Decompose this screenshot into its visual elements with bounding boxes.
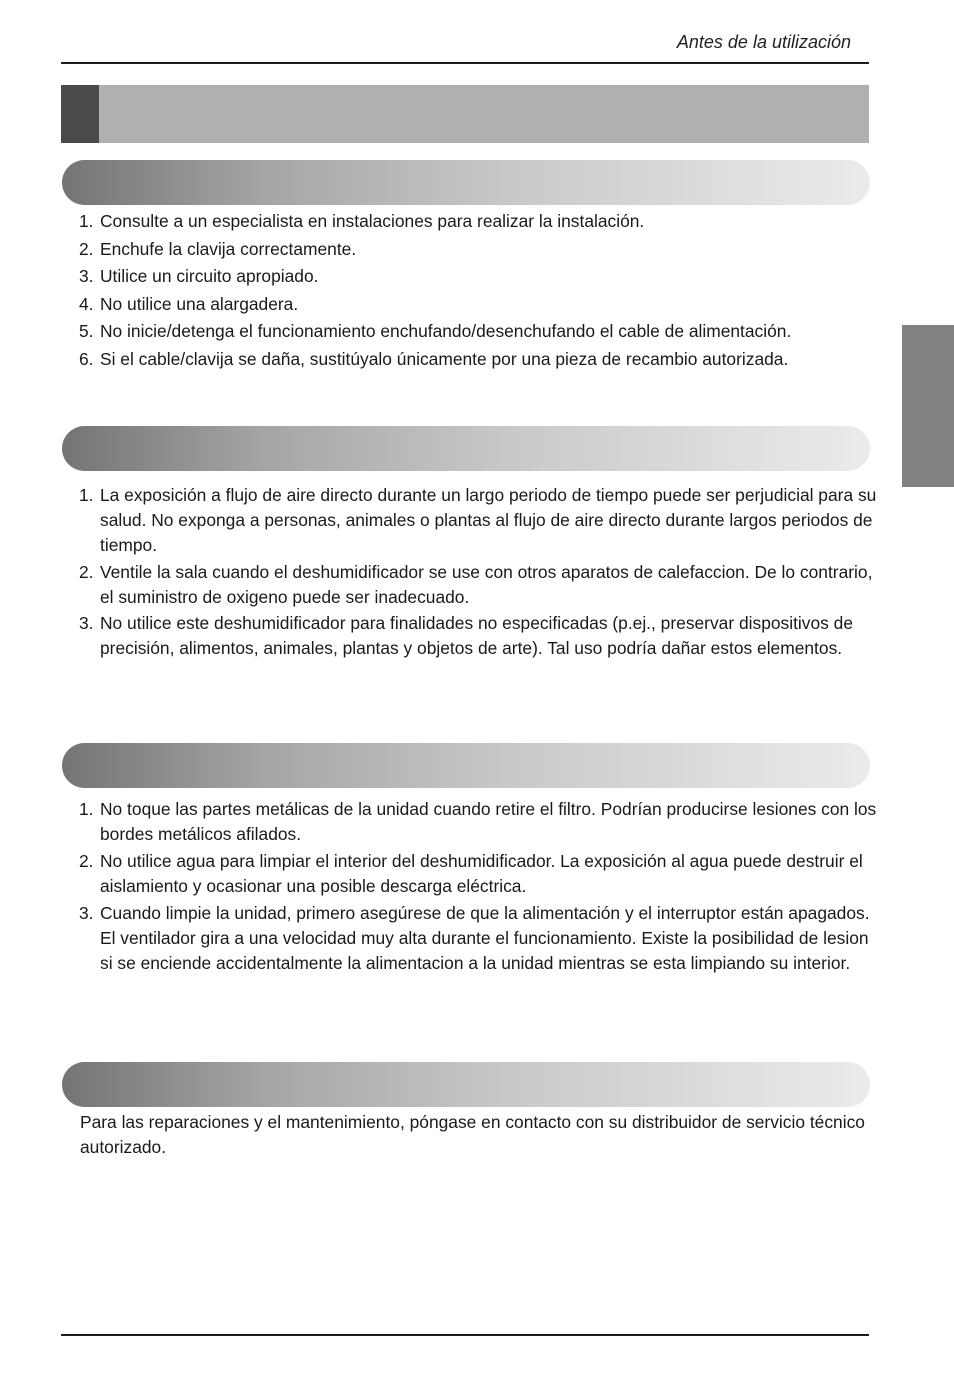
list-item: 4. No utilice una alargadera. xyxy=(79,293,299,314)
list-item-text: No toque las partes metálicas de la unidad cuando retire el filtro. Podrían producirse lesiones con los bordes metálicos afilados. xyxy=(100,799,877,844)
header-rule xyxy=(61,62,869,64)
list-item-text: Consulte a un especialista en instalaciones para realizar la instalación. xyxy=(100,211,645,231)
chapter-heading-bar xyxy=(61,85,869,143)
list-item-text: No utilice agua para limpiar el interior del deshumidificador. La exposición al agua puede destruir el aislamiento y ocasionar una posible descarga eléctrica. xyxy=(100,851,863,896)
chapter-heading-marker xyxy=(61,85,99,143)
list-item: 3. No utilice este deshumidificador para finalidades no especificadas (p.ej., preservar dispositivos de precisión, alimentos, animales, plantas y objetos de arte). Tal uso podría dañar estos elementos. xyxy=(79,613,854,658)
list-item-text: Ventile la sala cuando el deshumidificador se use con otros aparatos de calefaccion. De lo contrario, el suministro de oxigeno puede ser inadecuado. xyxy=(100,561,873,607)
list-item: 1. La exposición a flujo de aire directo durante un largo periodo de tiempo puede ser perjudicial para su salud. No exponga a personas, animales o plantas al flujo de aire directo durante largos periodos de tiempo. xyxy=(79,485,877,555)
list-item: 2. No utilice agua para limpiar el interior del deshumidificador. La exposición al agua puede destruir el aislamiento y ocasionar una posible descarga eléctrica. xyxy=(79,851,863,896)
list-item: 6. Si el cable/clavija se daña, sustitúyalo únicamente por una pieza de recambio autorizada. xyxy=(79,348,789,369)
section-2-list xyxy=(79,483,879,661)
section-heading-bar-2 xyxy=(62,426,870,471)
section-heading-bar-4 xyxy=(62,1062,870,1107)
list-item-text: No inicie/detenga el funcionamiento enchufando/desenchufando el cable de alimentación. xyxy=(100,321,792,341)
list-item-text: No utilice este deshumidificador para finalidades no especificadas (p.ej., preservar dispositivos de precisión, alimentos, animales, plantas y objetos de arte). Tal uso podría dañar estos elementos. xyxy=(100,613,854,658)
footer-rule xyxy=(61,1334,869,1336)
service-paragraph: Para las reparaciones y el mantenimiento, póngase en contacto con su distribuidor de servicio técnico autorizado. xyxy=(80,1112,865,1157)
section-heading-bar-3 xyxy=(62,743,870,788)
list-item-text: No utilice una alargadera. xyxy=(100,293,299,314)
list-item: 5. No inicie/detenga el funcionamiento enchufando/desenchufando el cable de alimentación. xyxy=(79,321,792,341)
list-item: 3. Utilice un circuito apropiado. xyxy=(79,266,319,286)
section-3-list xyxy=(79,797,879,976)
list-item-text: Si el cable/clavija se daña, sustitúyalo únicamente por una pieza de recambio autorizada. xyxy=(100,348,789,369)
side-thumb-tab xyxy=(902,325,954,487)
section-heading-bar-1 xyxy=(62,160,870,205)
list-item-text: La exposición a flujo de aire directo durante un largo periodo de tiempo puede ser perjudicial para su salud. No exponga a personas, animales o plantas al flujo de aire directo durante largos periodos de tiempo. xyxy=(100,485,877,555)
list-item-text: Enchufe la clavija correctamente. xyxy=(100,238,357,259)
list-item: 2. Ventile la sala cuando el deshumidificador se use con otros aparatos de calefaccion. De lo contrario, el suministro de oxigeno puede ser inadecuado. xyxy=(79,561,873,607)
page-header-title: Antes de la utilización xyxy=(676,32,851,52)
list-item: 3. Cuando limpie la unidad, primero asegúrese de que la alimentación y el interruptor están apagados. El ventilador gira a una velocidad muy alta durante el funcionamiento. Existe la posibilidad de lesion si se enciende accidentalmente la alimentacion a la unidad mientras se esta limpiando su interior. xyxy=(79,903,870,973)
list-item: 2. Enchufe la clavija correctamente. xyxy=(79,238,357,259)
list-item-text: Utilice un circuito apropiado. xyxy=(100,266,319,286)
section-1-list xyxy=(79,209,879,372)
list-item-text: Cuando limpie la unidad, primero asegúrese de que la alimentación y el interruptor están apagados. El ventilador gira a una velocidad muy alta durante el funcionamiento. Existe la posibilidad de lesion si se enciende accidentalmente la alimentacion a la unidad mientras se esta limpiando su interior. xyxy=(100,903,870,973)
list-item: 1. No toque las partes metálicas de la unidad cuando retire el filtro. Podrían producirse lesiones con los bordes metálicos afilados. xyxy=(79,799,877,844)
list-item: 1. Consulte a un especialista en instalaciones para realizar la instalación. xyxy=(79,211,645,231)
